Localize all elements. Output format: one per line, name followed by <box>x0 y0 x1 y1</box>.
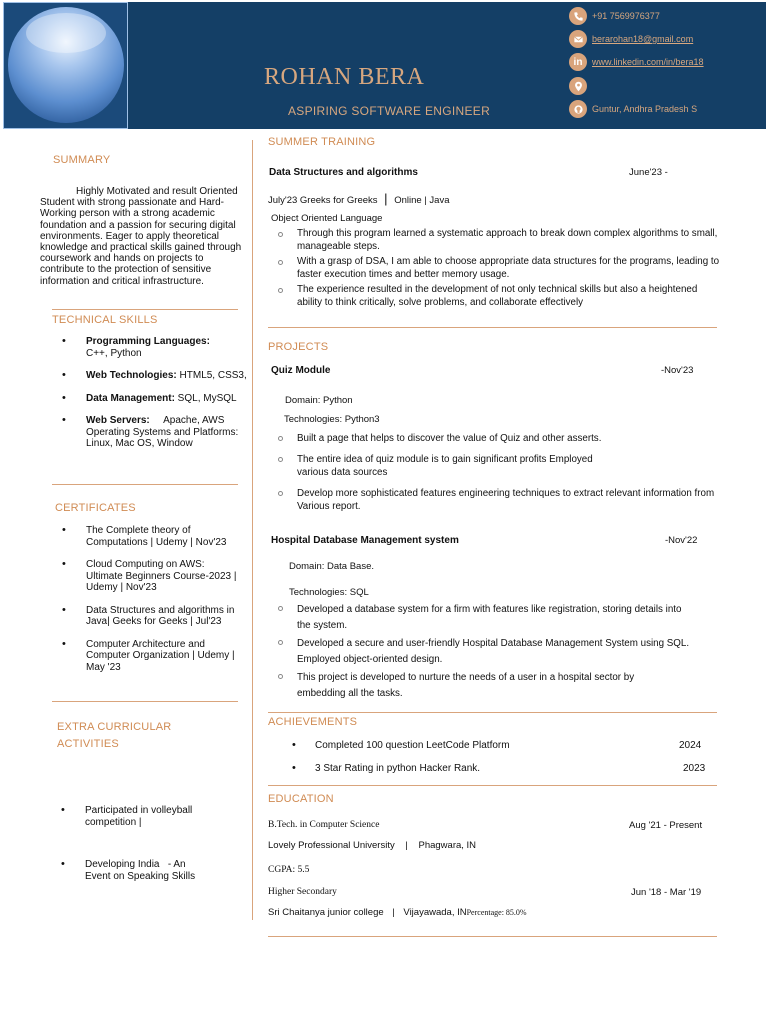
project-domain: Domain: Data Base. <box>289 561 375 572</box>
summary-title: SUMMARY <box>53 154 111 166</box>
list-item: • Cloud Computing on AWS: Ultimate Beginners Course-2023 | Udemy | Nov'23 <box>86 559 241 594</box>
secondary-date: Jun '18 - Mar '19 <box>631 887 702 898</box>
achievements-title: ACHIEVEMENTS <box>268 716 358 728</box>
degree: B.Tech. in Computer Science <box>268 820 380 830</box>
profile-photo <box>3 2 128 129</box>
contact-linkedin-row[interactable] <box>569 52 704 72</box>
list-item: Through this program learned a systematic approach to break down complex algorithms to small, manageable steps. <box>297 228 725 253</box>
training-mode: Online | Java <box>394 195 450 206</box>
candidate-role: ASPIRING SOFTWARE ENGINEER <box>288 104 491 118</box>
contact-email-link[interactable]: berarohan18@gmail.com <box>592 34 694 44</box>
list-item: • Developing India - An Event on Speaking Skills <box>85 859 210 882</box>
phone-icon <box>569 7 587 25</box>
university-location: Phagwara, IN <box>418 840 477 851</box>
separator: | <box>405 840 408 851</box>
list-item: • Data Structures and algorithms in Java| Geeks for Geeks | Jul'23 <box>86 605 241 628</box>
skill-value: C++, Python <box>86 347 142 359</box>
list-item <box>86 370 250 382</box>
achievement-text: 3 Star Rating in python Hacker Rank. <box>315 763 481 774</box>
list-item: • The Complete theory of Computations | Udemy | Nov'23 <box>86 525 241 548</box>
divider <box>52 309 238 310</box>
list-item: • Computer Architecture and Computer Organization | Udemy | May '23 <box>86 639 241 674</box>
skill-label: Data Management: <box>86 392 175 404</box>
achievement-year: 2023 <box>683 763 706 774</box>
education-title: EDUCATION <box>268 793 334 805</box>
college-location: Vijayawada, IN <box>403 907 467 918</box>
project-date: -Nov'23 <box>661 365 694 376</box>
contact-location: Guntur, Andhra Pradesh S <box>592 104 698 114</box>
degree-date: Aug '21 - Present <box>629 820 703 831</box>
divider <box>268 785 717 786</box>
divider <box>52 484 238 485</box>
achievement-text: Completed 100 question LeetCode Platform <box>315 740 510 751</box>
training-bullets <box>297 228 725 309</box>
skill-label: Web Servers: <box>86 415 150 426</box>
divider <box>268 712 717 713</box>
list-item: The experience resulted in the development of not only technical skills but also a heightened ability to think critically, solve problems, and collaborate effectively <box>297 284 725 309</box>
list-item <box>86 336 250 359</box>
linkedin-icon: in <box>569 53 587 71</box>
email-icon <box>569 30 587 48</box>
training-provider: July'23 Greeks for Greeks <box>268 195 378 206</box>
summer-training-title: SUMMER TRAINING <box>268 136 376 148</box>
separator: | <box>392 907 395 918</box>
list-item <box>86 415 250 450</box>
project-name: Quiz Module <box>271 365 331 376</box>
certificates-list <box>86 525 241 673</box>
extra-curricular-title-line1: EXTRA CURRICULAR <box>57 721 172 733</box>
list-item <box>315 740 715 763</box>
divider <box>268 936 717 937</box>
separator: | <box>384 191 388 206</box>
university-line <box>268 840 476 851</box>
technical-skills-list <box>86 336 250 450</box>
extra-curricular-title-line2: ACTIVITIES <box>57 738 119 750</box>
summary-text: Highly Motivated and result Oriented Student with strong passionate and Hard-Working person with a strong academic foundation and a passion for securing digital environments. Eager to apply theoretical knowledge and practical skills gained through coursework and hands on projects to contribute to the protection of sensitive information and critical infrastructure. <box>40 186 242 287</box>
project-domain: Domain: Python <box>285 395 353 406</box>
project-tech: Technologies: SQL <box>289 587 369 598</box>
list-item: This project is developed to nurture the needs of a user in a hospital sector by embedding all the tasks. <box>297 670 667 701</box>
training-course: Data Structures and algorithms <box>269 167 418 178</box>
list-item: Develop more sophisticated features engineering techniques to extract relevant information from Various report. <box>297 487 717 514</box>
percentage: Percentage: 85.0% <box>466 908 527 917</box>
contact-map-row <box>569 76 587 96</box>
list-item <box>86 393 250 405</box>
project-tech: Technologies: Python3 <box>284 414 380 425</box>
training-subline2: Object Oriented Language <box>271 213 383 224</box>
certificates-title: CERTIFICATES <box>55 502 136 514</box>
cgpa: CGPA: 5.5 <box>268 865 310 875</box>
candidate-name: ROHAN BERA <box>264 64 425 90</box>
skill-value: Apache, AWS Operating Systems and Platforms: Linux, Mac OS, Window <box>86 415 242 449</box>
training-date: June'23 - <box>629 167 668 178</box>
contact-phone-row <box>569 6 660 26</box>
project-name: Hospital Database Management system <box>271 535 459 546</box>
achievements-list <box>315 740 715 786</box>
list-item: The entire idea of quiz module is to gain significant profits Employed various data sources <box>297 453 617 480</box>
list-item: Built a page that helps to discover the value of Quiz and other asserts. <box>297 432 717 446</box>
skill-label: Web Technologies: <box>86 370 177 381</box>
profile-photo-orb <box>8 7 124 123</box>
university-name: Lovely Professional University <box>268 840 395 851</box>
project-bullets <box>297 602 717 701</box>
technical-skills-title: TECHNICAL SKILLS <box>52 314 158 326</box>
map-pin-icon <box>569 77 587 95</box>
contact-phone: +91 7569976377 <box>592 11 660 21</box>
achievement-year: 2024 <box>679 740 702 751</box>
training-subline <box>268 191 449 206</box>
project-date: -Nov'22 <box>665 535 698 546</box>
contact-location-row <box>569 99 697 119</box>
list-item: Developed a secure and user-friendly Hospital Database Management System using SQL. Employed object-oriented design. <box>297 636 717 667</box>
list-item: Developed a database system for a firm with features like registration, storing details into the system. <box>297 602 697 633</box>
secondary: Higher Secondary <box>268 887 337 897</box>
contact-email-row[interactable] <box>569 29 693 49</box>
github-icon <box>569 100 587 118</box>
skill-label: Programming Languages: <box>86 336 210 347</box>
extra-curricular-list <box>85 782 210 894</box>
divider <box>52 701 238 702</box>
college-name: Sri Chaitanya junior college <box>268 907 384 918</box>
list-item <box>315 763 715 786</box>
contact-linkedin-link[interactable]: www.linkedin.com/in/bera18 <box>592 57 704 67</box>
project-bullets <box>297 432 717 514</box>
divider <box>268 327 717 328</box>
skill-value: HTML5, CSS3, <box>176 370 247 381</box>
column-divider <box>252 140 253 920</box>
list-item: With a grasp of DSA, I am able to choose appropriate data structures for the programs, leading to faster execution times and better memory usage. <box>297 256 725 281</box>
list-item: • Participated in volleyball competition | <box>85 805 210 828</box>
skill-value: SQL, MySQL <box>174 392 237 404</box>
projects-title: PROJECTS <box>268 341 329 353</box>
college-line <box>268 907 527 918</box>
